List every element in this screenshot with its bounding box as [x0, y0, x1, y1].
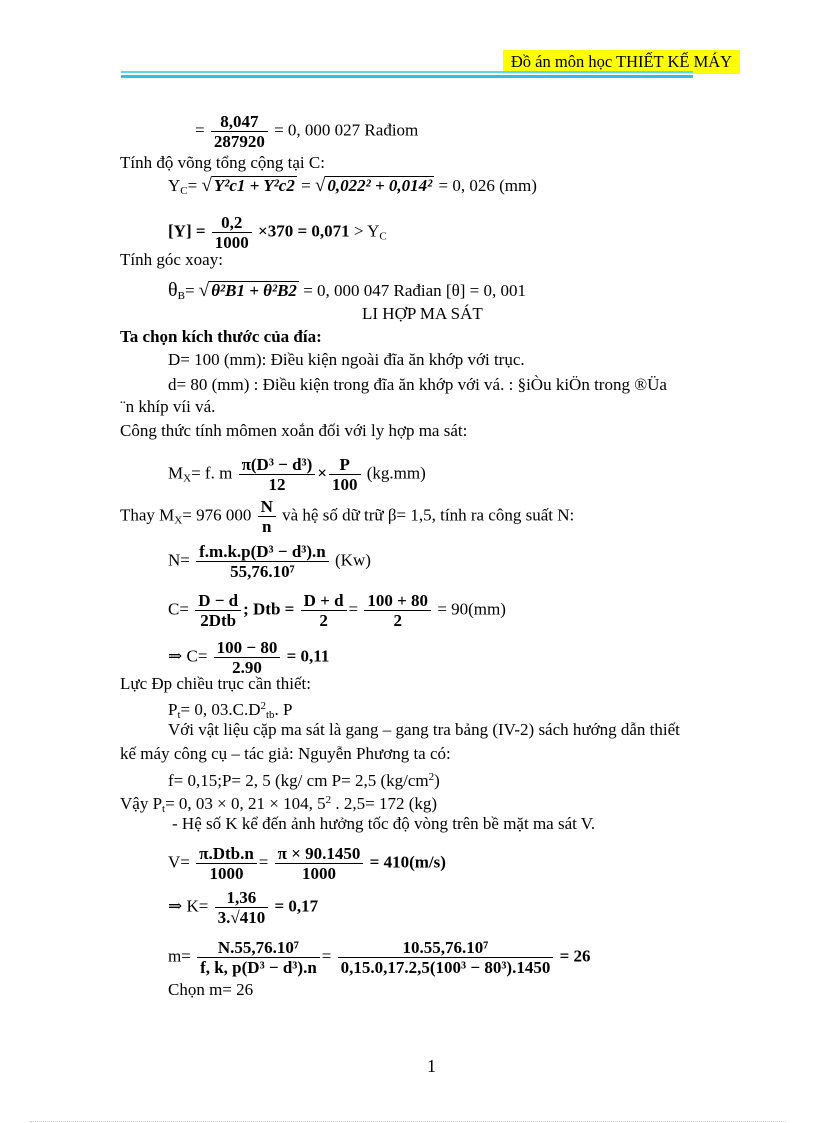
- fraction: $\frac{\text{π.Dtb.n}}{1000}$: [196, 844, 257, 883]
- eq-thay: Thay $M_X= 976$ 000 $\frac{N}{n}$ và hệ số dữ trữ β= 1,5, tính ra công suất N:: [120, 497, 575, 536]
- eq-k: ⇒ K= $\frac{1,36}{3.√410}$ = 0,17: [168, 888, 319, 927]
- text-line: D= 100 (mm): Điều kiện ngoài đĩa ăn khớp với trục.: [168, 350, 525, 369]
- text-line: ¨n khíp víi vá.: [120, 397, 216, 416]
- eq-n: N= $\frac{\text{f.m.k.p(D³ − d³).n}}{\text{55,76.10⁷}}$ (Kw): [168, 542, 371, 581]
- text-line: Với vật liệu cặp ma sát là gang – gang tra bảng (IV-2) sách hướng dẫn thiết: [168, 720, 680, 739]
- fraction: $\frac{8,047}{287920}$: [211, 112, 268, 151]
- eq-v: V= $\frac{\text{π.Dtb.n}}{1000}$ = $\frac{\pi \times 90.1450}{1000}$ = 410(m/s): [168, 844, 446, 883]
- eq-yc: $Y_C=$ √ Y²c1 + Y²c2 = √ 0,022² + 0,014² = 0, 026 (mm): [168, 175, 537, 197]
- fraction: $\frac{\pi \times 90.1450}{1000}$: [275, 844, 364, 883]
- fraction: $\frac{100 - 80}{2.90}$: [214, 638, 281, 677]
- text-line: kế máy công cụ – tác giả: Nguyễn Phương ta có:: [120, 744, 451, 763]
- text-line: f= 0,15;P= 2, 5 (kg/ cm P= 2,5 $(kg/cm^2)$: [168, 771, 440, 790]
- eq-pt: $P_t= 0$, $03.C.D^2_{tb}$. P: [168, 700, 293, 721]
- text-line: Lực Đp chiều trục cần thiết:: [120, 674, 311, 693]
- eq-theta: $\theta_B=$ √ θ²B1 + θ²B2 = 0, 000 047 Rađian [θ] = 0, 001: [168, 279, 526, 302]
- fraction: $\frac{\text{N.55,76.10⁷}}{\text{f, k, p(D³ − d³).n}}$: [197, 938, 320, 977]
- header-rule-bottom: [121, 75, 693, 78]
- fraction: $\frac{0,2}{1000}$: [212, 213, 252, 252]
- eq-radiom: = $\frac{8,047}{287920}$ = 0, 000 027 Rađiom: [195, 112, 419, 151]
- text-line: Tính góc xoay:: [120, 250, 223, 269]
- footer-divider: [30, 1121, 786, 1122]
- eq-c-value: ⇒ C= $\frac{100 - 80}{2.90}$ = 0,11: [168, 638, 330, 677]
- fraction: $\frac{\text{f.m.k.p(D³ − d³).n}}{\text{55,76.10⁷}}$: [196, 542, 329, 581]
- page-number: 1: [427, 1056, 436, 1076]
- eq-m: m= $\frac{\text{N.55,76.10⁷}}{\text{f, k, p(D³ − d³).n}}$ = $\frac{\text{10.55,76.10⁷}}{\text{0,15.0,17.2,5(100³ − 80³).1450}}$ = 26: [168, 938, 591, 977]
- fraction: $\frac{P}{100}$: [329, 455, 361, 494]
- subheading: Ta chọn kích thước của đía:: [120, 327, 322, 346]
- header-title: Đồ án môn học THIẾT KẾ MÁY: [503, 50, 740, 74]
- fraction: $\frac{\text{10.55,76.10⁷}}{\text{0,15.0,17.2,5(100³ − 80³).1450}}$: [338, 938, 554, 977]
- fraction: $\frac{N}{n}$: [258, 497, 276, 536]
- eq-mx: $M_X= f$. m $\frac{\text{π(D³ − d³)}}{12}$ × $\frac{P}{100}$ (kg.mm): [168, 455, 426, 494]
- eq-c: C= $\frac{D - d}{\text{2Dtb}}$ ; Dtb = $\frac{D + d}{2}$ = $\frac{100 + 80}{2}$ = 90(mm): [168, 591, 506, 630]
- text-line: Tính độ võng tổng cộng tại C:: [120, 153, 325, 172]
- text-line: Công thức tính mômen xoắn đối với ly hợp ma sát:: [120, 421, 468, 440]
- text-line: - Hệ số K kể đến ảnh hưởng tốc độ vòng trên bề mặt ma sát V.: [172, 814, 596, 833]
- fraction: $\frac{1,36}{3.√410}$: [215, 888, 269, 927]
- text-line: d= 80 (mm) : Điều kiện trong đĩa ăn khớp với vá. : §iÒu kiÖn trong ®Üa: [168, 375, 667, 394]
- section-heading: LI HỢP MA SÁT: [362, 304, 483, 323]
- fraction: $\frac{D - d}{\text{2Dtb}}$: [195, 591, 241, 630]
- eq-pt-value: Vậy $P_t= 0$, 03 × 0, 21 × 104, $5^2$ . 2,5= 172 (kg): [120, 794, 438, 815]
- eq-y-limit: [Y] = $\frac{0,2}{1000}$ $\times 370 = 0,071 > Y_C$: [168, 213, 387, 252]
- fraction: $\frac{D + d}{2}$: [301, 591, 347, 630]
- text-line: Chọn m= 26: [168, 980, 254, 999]
- fraction: $\frac{\text{π(D³ − d³)}}{12}$: [239, 455, 316, 494]
- header-rule-top: [121, 71, 693, 73]
- fraction: $\frac{100 + 80}{2}$: [364, 591, 431, 630]
